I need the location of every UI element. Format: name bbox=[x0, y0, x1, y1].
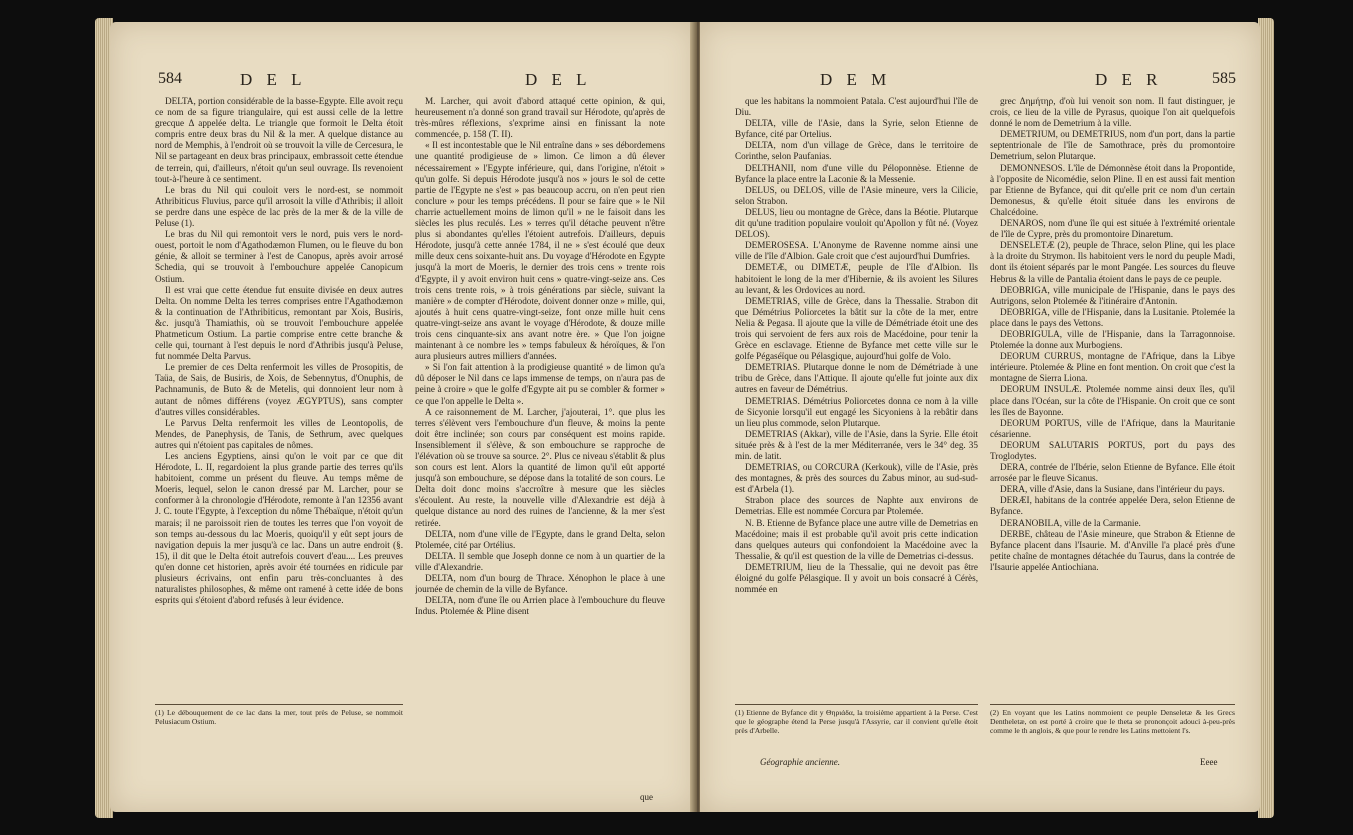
article-paragraph: DEORUM CURRUS, montagne de l'Afrique, dans la Libye intérieure. Ptolemée & Pline en font mention. On croit que c'est la montagne de Sierra Liona. bbox=[990, 351, 1235, 384]
signature-mark: Eeee bbox=[1200, 757, 1218, 767]
article-paragraph: DERA, contrée de l'Ibérie, selon Etienne de Byfance. Elle étoit arrosée par le fleuve Sicanus. bbox=[990, 462, 1235, 484]
article-paragraph: DELUS, lieu ou montagne de Grèce, dans la Béotie. Plutarque dit qu'une tradition populaire vouloit qu'Apollon y fût né. (Voyez DELOS). bbox=[735, 206, 978, 240]
article-paragraph: DEORUM SALUTARIS PORTUS, port du pays des Troglodytes. bbox=[990, 439, 1235, 461]
page-number-left: 584 bbox=[158, 70, 182, 87]
article-paragraph: Strabon place des sources de Naphte aux environs de Demetrias. Elle est nommée Corcura par Ptolemée. bbox=[735, 495, 978, 517]
article-paragraph: Il est vrai que cette étendue fut ensuite divisée en deux autres Delta. On nomme Delta les terres comprises entre l'Agathodæmon & la continuation de l'Athribiticus, remontant par Xois, Busiris, &c. jusqu'à Thamiathis, où se trouvoit l'embouchure appelée Phatmeticum Ostium. La partie comprise entre cette branche & celle qui, tournant à l'est depuis le nord d'Athribis jusqu'à Peluse, fut nommée Delta Parvus. bbox=[155, 284, 403, 362]
article-paragraph: que les habitans la nommoient Patala. C'est aujourd'hui l'île de Diu. bbox=[735, 96, 978, 118]
article-paragraph: Les anciens Egyptiens, ainsi qu'on le voit par ce que dit Hérodote, L. II, regardoient la plus grande partie des terres qu'ils habitoient, comme un présent du fleuve. Au temps même de Moeris, lequel, selon le canon dressé par M. Larcher, pour se conformer à la chronologie d'Hérodote, remonte à l'an 12356 avant J. C. toute l'Egypte, à l'exception du nôme Thébaïque, n'étoit qu'un marais; il ne paroissoit rien de toutes les terres que l'on voyoit de son temps au-dessous du lac Moeris, quoiqu'il y eût sept jours de navigation depuis la mer jusqu'à ce lac. Dans un autre endroit (§. 15), il dit que le Delta étoit autrefois couvert d'eau.... Les preuves qu'en donne cet historien, après avoir été tournées en ridicule par plusieurs écrivains, ont enfin paru très-concluantes à des naturalistes philosophes, & même ont ramené à cette idée de bons esprits qui s'étoient d'abord refusés à leur évidence. bbox=[155, 451, 403, 606]
article-paragraph: DERA, ville d'Asie, dans la Susiane, dans l'intérieur du pays. bbox=[1000, 484, 1225, 495]
article-paragraph: A ce raisonnement de M. Larcher, j'ajouterai, 1°. que plus les terres s'élèvent vers l'embouchure d'un fleuve, & moins la pente doit être inclinée; son cours par conséquent est moins rapide. Insensiblement il s'élève, & son embouchure se rapproche de l'élévation où se trouve sa source. 2°. Plus ce niveau s'établit & plus son cours est lent. Alors la quantité de limon qu'il eût apporté jusqu'à son embouchure, se dépose dans la totalité de son cours. Le Delta doit donc moins s'accroître à mesure que les siècles s'écoulent. Au reste, la nouvelle ville d'Alexandrie est déjà à quelque distance au nord des ruines de l'ancienne, & la mer s'est retirée. bbox=[415, 406, 665, 528]
signature-line: Géographie ancienne. bbox=[760, 757, 840, 767]
article-paragraph: DEMETRIAS. Démétrius Poliorcetes donna ce nom à la ville de Sicyonie lorsqu'il eut engagé les Sicyoniens à la rebâtir dans un lieu plus commode, selon Plutarque. bbox=[735, 395, 978, 428]
running-head-left-col2: D E L bbox=[525, 70, 592, 89]
article-paragraph: DELTA, portion considérable de la basse-Egypte. Elle avoit reçu ce nom de sa figure triangulaire, qui est aussi celle de la lettre grecque Δ appelée delta. Le triangle que formoit le Delta étoit compris entre deux bras du Nil & la mer. A quelque distance au nord de Memphis, à l'endroit où se trouvoit la ville de Cercesura, le Nil se partageant en deux bras principaux, embrassoit cette étendue de terrein, qui, d'ailleurs, n'étoit qu'un seul ouvrage. Ils revenoient tout-à-l'heure à ce sentiment. bbox=[155, 96, 403, 184]
article-paragraph: Le Parvus Delta renfermoit les villes de Leontopolis, de Mendes, de Panephysis, de Tanis, de Sethrum, avec quelques autres qui n'étoient pas capitales de nômes. bbox=[155, 417, 403, 450]
catchword: que bbox=[640, 792, 653, 802]
article-paragraph: M. Larcher, qui avoit d'abord attaqué cette opinion, & qui, heureusement n'a donné son grand travail sur Hérodote, qu'après de très-mûres réflexions, s'exprime ainsi en finissant la note commencée, p. 158 (T. II). bbox=[415, 96, 665, 140]
article-paragraph: DENSELETÆ (2), peuple de Thrace, selon Pline, qui les place à la droite du Strymon. Ils habitoient vers le nord du peuple Madi, dont ils étoient séparés par le mont Pangée. Les sources du fleuve Hebrus & la ville de Pantalia étoient dans le pays de ce peuple. bbox=[990, 240, 1235, 284]
left-page-footnote bbox=[155, 704, 403, 726]
article-paragraph: DERANOBILA, ville de la Carmanie. bbox=[1000, 517, 1141, 528]
footnote-text: (2) En voyant que les Latins nommoient ce peuple Denseletæ & les Grecs Dentheletæ, on est porté à croire que le theta se prononçoit adouci à-peu-près comme le th anglois, & que pour le rendre les Latins mettoient l's. bbox=[990, 708, 1235, 735]
article-paragraph: DEOBRIGULA, ville de l'Hispanie, dans la Tarragonnoise. Ptolemée la donne aux Murbogiens. bbox=[990, 328, 1235, 351]
running-head-right-col1: D E M bbox=[820, 70, 892, 89]
right-page bbox=[700, 22, 1260, 812]
quotation-paragraph: « Il est incontestable que le Nil entraîne dans » ses débordemens une quantité prodigieuse de » limon. Ce limon a dû élever nécessairement » l'Egypte inférieure, qui, dans l'origine, n'étoit » qu'un golfe. Si depuis Hérodote jusqu'à nos » jours le sol de cette partie de l'Egypte ne s'est » pas beaucoup accru, on n'en peut rien conclure » pour les temps précédens. Il pour se faire que » le Nil charrie actuellement moins de limon qu'il » ne le faisoit dans les siècles les plus reculés. Les » terres qu'il détache peuvent n'être plus si abondantes qu'elles l'étoient autrefois. D'ailleurs, depuis Hérodote, jusqu'à cette année 1784, il ne » s'est écoulé que deux mille deux cens soixante-huit ans. Du voyage d'Hérodote en Egypte jusqu'à la mort de Moeris, le dernier des trois cens » trente rois d'Egypte, il y avoit environ huit cens » quatre-vingt-seize ans. Ces trois cens trente rois, » à trois générations par siècle, suivant la manière » de compter d'Hérodote, doivent donner onze » mille, qui, ajoutés à huit cens quatre-vingt-seize, font onze mille huit cens quatre-vingt-seize ans avant le voyage d'Hérodote, & douze mille trois cens cinquante-six ans avant notre ère. » Que l'on joigne maintenant à ce nombre les » temps fabuleux & héroïques, & l'on aura plusieurs autres milliers d'années. bbox=[415, 140, 665, 362]
article-paragraph: DELUS, ou DELOS, ville de l'Asie mineure, vers la Cilicie, selon Strabon. bbox=[735, 184, 978, 206]
article-paragraph: DENAROS, nom d'une île qui est située à l'extrémité orientale de l'île de Cypre, près du promontoire Dinaretum. bbox=[990, 218, 1235, 240]
left-page-column-2 bbox=[415, 96, 665, 786]
article-paragraph: DELTA, ville de l'Asie, dans la Syrie, selon Etienne de Byfance, cité par Ortelius. bbox=[735, 118, 978, 140]
running-head-right-col2: D E R bbox=[1095, 70, 1163, 89]
right-page-footnote-2 bbox=[990, 704, 1235, 735]
page-number-right: 585 bbox=[1212, 70, 1236, 87]
right-page-footnote-1 bbox=[735, 704, 978, 735]
right-page-column-1 bbox=[735, 96, 978, 696]
footnote-text: (1) Le débouquement de ce lac dans la mer, tout près de Peluse, se nommoit Pelusiacum Ostium. bbox=[155, 708, 403, 726]
article-paragraph: DEMEROSESA. L'Anonyme de Ravenne nomme ainsi une ville de l'île d'Albion. Gale croit que c'est aujourd'hui Dumfries. bbox=[735, 240, 978, 262]
article-paragraph: DEMETRIAS. Plutarque donne le nom de Démétriade à une tribu de Grèce, dans l'Attique. Il ajoute qu'elle fut jointe aux dix autres en faveur de Démétrius. bbox=[735, 362, 978, 395]
article-paragraph: DEMONNESOS. L'île de Démonnèse étoit dans la Propontide, à l'opposite de Nicomédie, selon Pline. Il en est aussi fait mention par Etienne de Byfance, qui dit qu'elle prit ce nom d'un certain Demonesus, & qu'elle étoit située dans les environs de Chalcédoine. bbox=[990, 162, 1235, 217]
article-paragraph: DEOBRIGA, ville municipale de l'Hispanie, dans le pays des Autrigons, selon Ptolemée & l'itinéraire d'Antonin. bbox=[990, 284, 1235, 306]
left-page-header bbox=[110, 70, 695, 90]
article-paragraph: DEMETRIUM, lieu de la Thessalie, qui ne devoit pas être éloigné du golfe Pélasgique. Il y avoit un bois consacré à Cérès, nommée en bbox=[735, 561, 978, 595]
article-paragraph: DEOBRIGA, ville de l'Hispanie, dans la Lusitanie. Ptolemée la place dans le pays des Vettons. bbox=[990, 306, 1235, 328]
running-head-left-col1: D E L bbox=[240, 70, 307, 89]
article-paragraph: Le premier de ces Delta renfermoit les villes de Prosopitis, de Taüa, de Sais, de Busiris, de Xois, de Sebennytus, d'Onuphis, de Pachnamunis, de Buto & de Metelis, qui donnoient leur nom à autant de nômes différens (voyez ÆGYPTUS), sans compter d'autres villes considérables. bbox=[155, 362, 403, 417]
article-paragraph: DEMETRIAS, ville de Grèce, dans la Thessalie. Strabon dit que Démétrius Poliorcetes la bâtit sur la côte de la mer, entre Nelia & Pegasa. Il ajoute que la ville de Démétriade étoit une des trois qui servoient de fers aux rois de Macédoine, pour tenir la Grèce en esclavage. Etienne de Byfance met cette ville sur le golfe Pégaséïque ou Pélasgique, aujourd'hui golfe de Volo. bbox=[735, 295, 978, 362]
right-page-column-2 bbox=[990, 96, 1235, 696]
article-paragraph: DELTHANII, nom d'une ville du Péloponnèse. Etienne de Byfance la place entre la Laconie & la Messenie. bbox=[735, 162, 978, 184]
footnote-text: (1) Etienne de Byfance dit y Θηριάδα, la troisième appartient à la Perse. C'est que le géographe étend la Perse jusqu'à l'Assyrie, car il convient qu'elle étoit près d'Arbelle. bbox=[735, 708, 978, 735]
article-paragraph: grec Δημήτηρ, d'où lui venoit son nom. Il faut distinguer, je crois, ce lieu de la ville de Pyrasus, quoique l'on ait quelquefois donné le nom de Demetrium à la ville. bbox=[990, 96, 1235, 129]
article-paragraph: Le bras du Nil qui couloit vers le nord-est, se nommoit Athribiticus Fluvius, parce qu'il arrosoit la ville d'Athribis; il alloit se perdre dans une espèce de lac près de la mer & de la ville de Peluse (1). bbox=[155, 184, 403, 229]
article-paragraph: Le bras du Nil qui remontoit vers le nord, puis vers le nord-ouest, portoit le nom d'Agathodæmon Flumen, ou le fleuve du bon génie, & alloit se terminer à l'est de Canopus, après avoir arrosé Schedia, qui se trouvoit à l'embouchure appelée Canopicum Ostium. bbox=[155, 229, 403, 284]
article-paragraph: DELTA, nom d'un village de Grèce, dans le territoire de Corinthe, selon Paufanias. bbox=[735, 140, 978, 162]
article-paragraph: DEORUM INSULÆ. Ptolemée nomme ainsi deux îles, qu'il place dans l'Océan, sur la côte de l'Hispanie. On croit que ce sont les îles de Bayonne. bbox=[990, 384, 1235, 417]
left-page bbox=[110, 22, 695, 812]
article-paragraph: DEMETRIAS (Akkar), ville de l'Asie, dans la Syrie. Elle étoit située près & à l'est de la mer Méditerranée, vers le 34° deg. 35 min. de latit. bbox=[735, 428, 978, 461]
article-paragraph: DELTA. Il semble que Joseph donne ce nom à un quartier de la ville d'Alexandrie. bbox=[415, 550, 665, 572]
article-paragraph: N. B. Etienne de Byfance place une autre ville de Demetrias en Macédoine; mais il est probable qu'il avoit pris cette indication dans quelques auteurs qui confondoient la Macédoine avec la Thessalie, & qu'il est question de la ville de Demetrias ci-dessus. bbox=[735, 517, 978, 561]
left-page-column-1 bbox=[155, 96, 403, 696]
article-paragraph: DEMETRIAS, ou CORCURA (Kerkouk), ville de l'Asie, près des montagnes, & près des sources du Zabus minor, au sud-sud-est d'Arbela (1). bbox=[735, 462, 978, 495]
article-paragraph: DERÆI, habitans de la contrée appelée Dera, selon Etienne de Byfance. bbox=[990, 495, 1235, 517]
article-paragraph: DELTA, nom d'une île ou Arrien place à l'embouchure du fleuve Indus. Ptolemée & Pline disent bbox=[415, 595, 665, 617]
article-paragraph: DEMETRIUM, ou DEMETRIUS, nom d'un port, dans la partie septentrionale de l'île de Samothrace, près du promontoire Demetrium, selon Plutarque. bbox=[990, 129, 1235, 162]
article-paragraph: DERBE, château de l'Asie mineure, que Strabon & Etienne de Byfance placent dans l'Isaurie. M. d'Anville l'a placé près d'une petite chaîne de montagnes détachée du Taurus, dans la contrée de l'Isaurie appelée Antiochiana. bbox=[990, 528, 1235, 572]
book-edge-right bbox=[1258, 18, 1274, 818]
article-paragraph: DELTA, nom d'une ville de l'Egypte, dans le grand Delta, selon Ptolemée, cité par Ortélius. bbox=[415, 528, 665, 550]
right-page-header bbox=[700, 70, 1260, 90]
article-paragraph: DELTA, nom d'un bourg de Thrace. Xénophon le place à une journée de chemin de la ville de Byfance. bbox=[415, 573, 665, 595]
article-paragraph: DEMETÆ, ou DIMETÆ, peuple de l'île d'Albion. Ils habitoient le long de la mer d'Hibernie, & ils avoient les Silures au levant, & les Ordovices au nord. bbox=[735, 262, 978, 295]
quotation-paragraph: » Si l'on fait attention à la prodigieuse quantité » de limon qu'a dû déposer le Nil dans ce laps immense de temps, on n'aura pas de peine à croire » que le golfe d'Egypte ait pu se combler & former » ce que l'on appelle le Delta ». bbox=[415, 362, 665, 406]
article-paragraph: DEORUM PORTUS, ville de l'Afrique, dans la Mauritanie césarienne. bbox=[990, 417, 1235, 439]
